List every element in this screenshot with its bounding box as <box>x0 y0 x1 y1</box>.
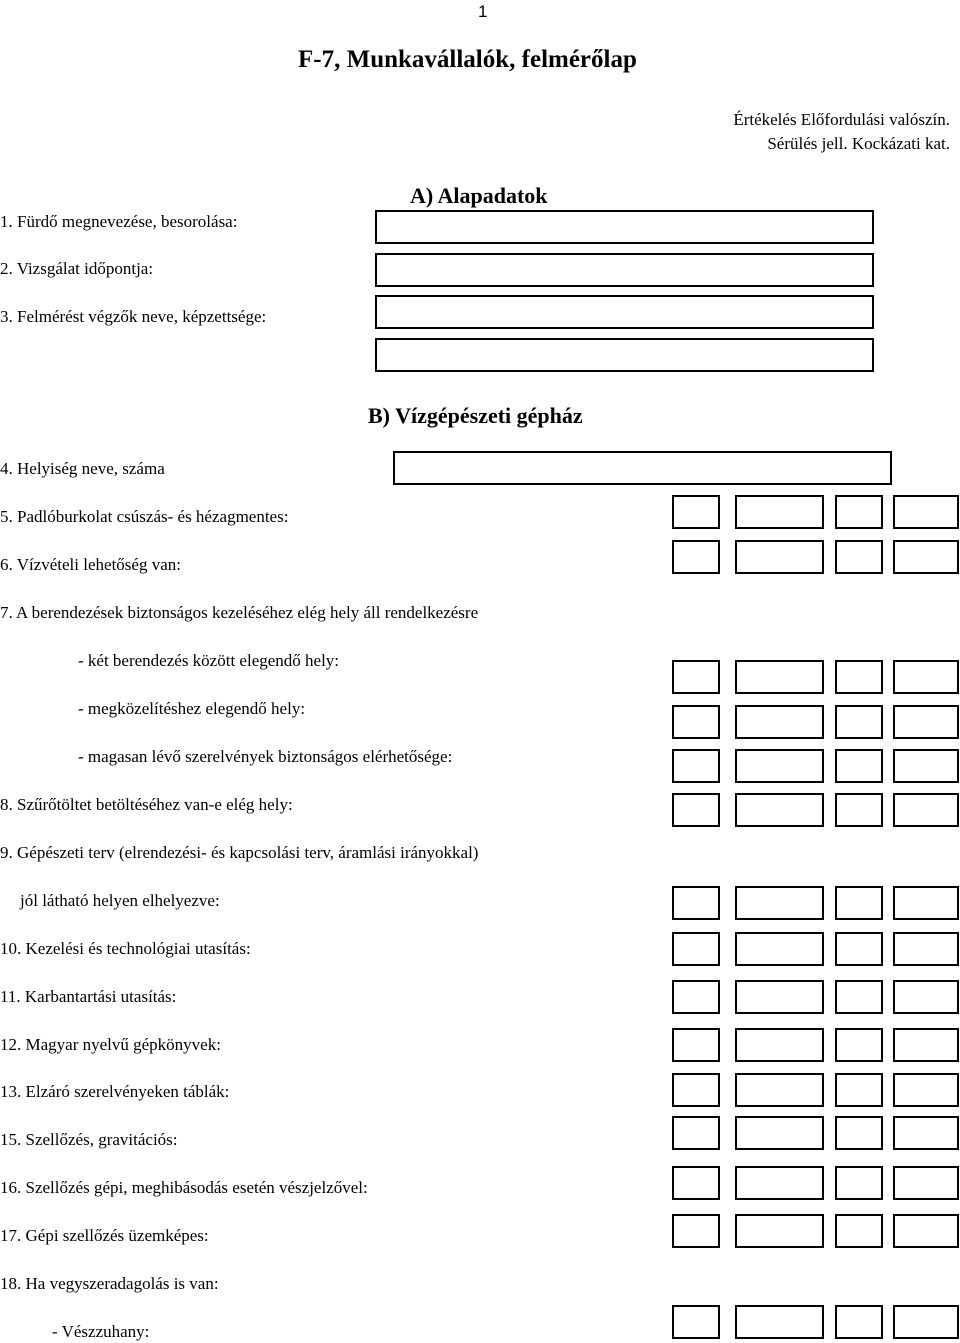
inspection-date-field[interactable] <box>375 253 874 287</box>
item-12-label: 12. Magyar nyelvű gépkönyvek: <box>0 1035 221 1054</box>
severity-cell[interactable] <box>672 1214 720 1248</box>
probability-cell[interactable] <box>735 793 824 827</box>
item-9-cont-label: jól látható helyen elhelyezve: <box>20 891 220 910</box>
severity-cell[interactable] <box>672 705 720 739</box>
risk-cell[interactable] <box>835 495 883 529</box>
severity-cell[interactable] <box>672 495 720 529</box>
item-11-label: 11. Karbantartási utasítás: <box>0 987 177 1006</box>
probability-cell[interactable] <box>735 1116 824 1150</box>
risk-cell[interactable] <box>835 660 883 694</box>
item-17-label: 17. Gépi szellőzés üzemképes: <box>0 1226 209 1245</box>
risk-cell[interactable] <box>835 1214 883 1248</box>
item-18-label: 18. Ha vegyszeradagolás is van: <box>0 1274 219 1293</box>
severity-cell[interactable] <box>672 793 720 827</box>
category-cell[interactable] <box>893 1116 959 1150</box>
category-cell[interactable] <box>893 1166 959 1200</box>
probability-cell[interactable] <box>735 540 824 574</box>
risk-cell[interactable] <box>835 1305 883 1339</box>
severity-cell[interactable] <box>672 980 720 1014</box>
rating-header-line-2: Sérülés jell. Kockázati kat. <box>767 134 950 153</box>
room-name-field[interactable] <box>393 451 892 485</box>
category-cell[interactable] <box>893 749 959 783</box>
item-13-label: 13. Elzáró szerelvényeken táblák: <box>0 1082 230 1101</box>
severity-cell[interactable] <box>672 1166 720 1200</box>
item-3-label: 3. Felmérést végzők neve, képzettsége: <box>0 307 267 326</box>
severity-cell[interactable] <box>672 932 720 966</box>
severity-cell[interactable] <box>672 1305 720 1339</box>
probability-cell[interactable] <box>735 660 824 694</box>
section-a-heading: A) Alapadatok <box>410 183 548 208</box>
item-2-label: 2. Vizsgálat időpontja: <box>0 259 154 278</box>
category-cell[interactable] <box>893 705 959 739</box>
item-6-label: 6. Vízvételi lehetőség van: <box>0 555 181 574</box>
probability-cell[interactable] <box>735 1305 824 1339</box>
probability-cell[interactable] <box>735 932 824 966</box>
page-number: 1 <box>478 2 488 21</box>
item-7c-label: - magasan lévő szerelvények biztonságos elérhetősége: <box>78 747 453 766</box>
risk-cell[interactable] <box>835 1166 883 1200</box>
item-10-label: 10. Kezelési és technológiai utasítás: <box>0 939 251 958</box>
category-cell[interactable] <box>893 495 959 529</box>
category-cell[interactable] <box>893 932 959 966</box>
probability-cell[interactable] <box>735 1073 824 1107</box>
item-16-label: 16. Szellőzés gépi, meghibásodás esetén vészjelzővel: <box>0 1178 368 1197</box>
severity-cell[interactable] <box>672 1073 720 1107</box>
risk-cell[interactable] <box>835 705 883 739</box>
probability-cell[interactable] <box>735 1214 824 1248</box>
item-1-label: 1. Fürdő megnevezése, besorolása: <box>0 212 238 231</box>
bath-name-field[interactable] <box>375 210 874 244</box>
rating-header-line-1: Értékelés Előfordulási valószín. <box>733 110 950 129</box>
category-cell[interactable] <box>893 1028 959 1062</box>
probability-cell[interactable] <box>735 886 824 920</box>
risk-cell[interactable] <box>835 749 883 783</box>
risk-cell[interactable] <box>835 540 883 574</box>
severity-cell[interactable] <box>672 1028 720 1062</box>
category-cell[interactable] <box>893 660 959 694</box>
category-cell[interactable] <box>893 540 959 574</box>
probability-cell[interactable] <box>735 749 824 783</box>
item-8-label: 8. Szűrőtöltet betöltéséhez van-e elég hely: <box>0 795 293 814</box>
category-cell[interactable] <box>893 793 959 827</box>
inspectors-extra-field[interactable] <box>375 338 874 372</box>
risk-cell[interactable] <box>835 980 883 1014</box>
risk-cell[interactable] <box>835 1073 883 1107</box>
category-cell[interactable] <box>893 1073 959 1107</box>
item-7-label: 7. A berendezések biztonságos kezeléséhez elég hely áll rendelkezésre <box>0 603 479 622</box>
probability-cell[interactable] <box>735 1028 824 1062</box>
probability-cell[interactable] <box>735 980 824 1014</box>
risk-cell[interactable] <box>835 1028 883 1062</box>
probability-cell[interactable] <box>735 495 824 529</box>
category-cell[interactable] <box>893 1214 959 1248</box>
severity-cell[interactable] <box>672 540 720 574</box>
item-5-label: 5. Padlóburkolat csúszás- és hézagmentes: <box>0 507 289 526</box>
severity-cell[interactable] <box>672 886 720 920</box>
severity-cell[interactable] <box>672 749 720 783</box>
item-9-label: 9. Gépészeti terv (elrendezési- és kapcsolási terv, áramlási irányokkal) <box>0 843 479 862</box>
severity-cell[interactable] <box>672 660 720 694</box>
risk-cell[interactable] <box>835 793 883 827</box>
item-4-label: 4. Helyiség neve, száma <box>0 459 165 478</box>
probability-cell[interactable] <box>735 1166 824 1200</box>
inspectors-field[interactable] <box>375 295 874 329</box>
category-cell[interactable] <box>893 980 959 1014</box>
risk-cell[interactable] <box>835 1116 883 1150</box>
section-b-heading: B) Vízgépészeti gépház <box>368 403 583 428</box>
page-title: F-7, Munkavállalók, felmérőlap <box>298 46 637 73</box>
item-7b-label: - megközelítéshez elegendő hely: <box>78 699 306 718</box>
severity-cell[interactable] <box>672 1116 720 1150</box>
risk-cell[interactable] <box>835 886 883 920</box>
item-15-label: 15. Szellőzés, gravitációs: <box>0 1130 178 1149</box>
category-cell[interactable] <box>893 1305 959 1339</box>
item-18a-label: - Vészzuhany: <box>52 1322 150 1341</box>
risk-cell[interactable] <box>835 932 883 966</box>
category-cell[interactable] <box>893 886 959 920</box>
item-7a-label: - két berendezés között elegendő hely: <box>78 651 340 670</box>
probability-cell[interactable] <box>735 705 824 739</box>
